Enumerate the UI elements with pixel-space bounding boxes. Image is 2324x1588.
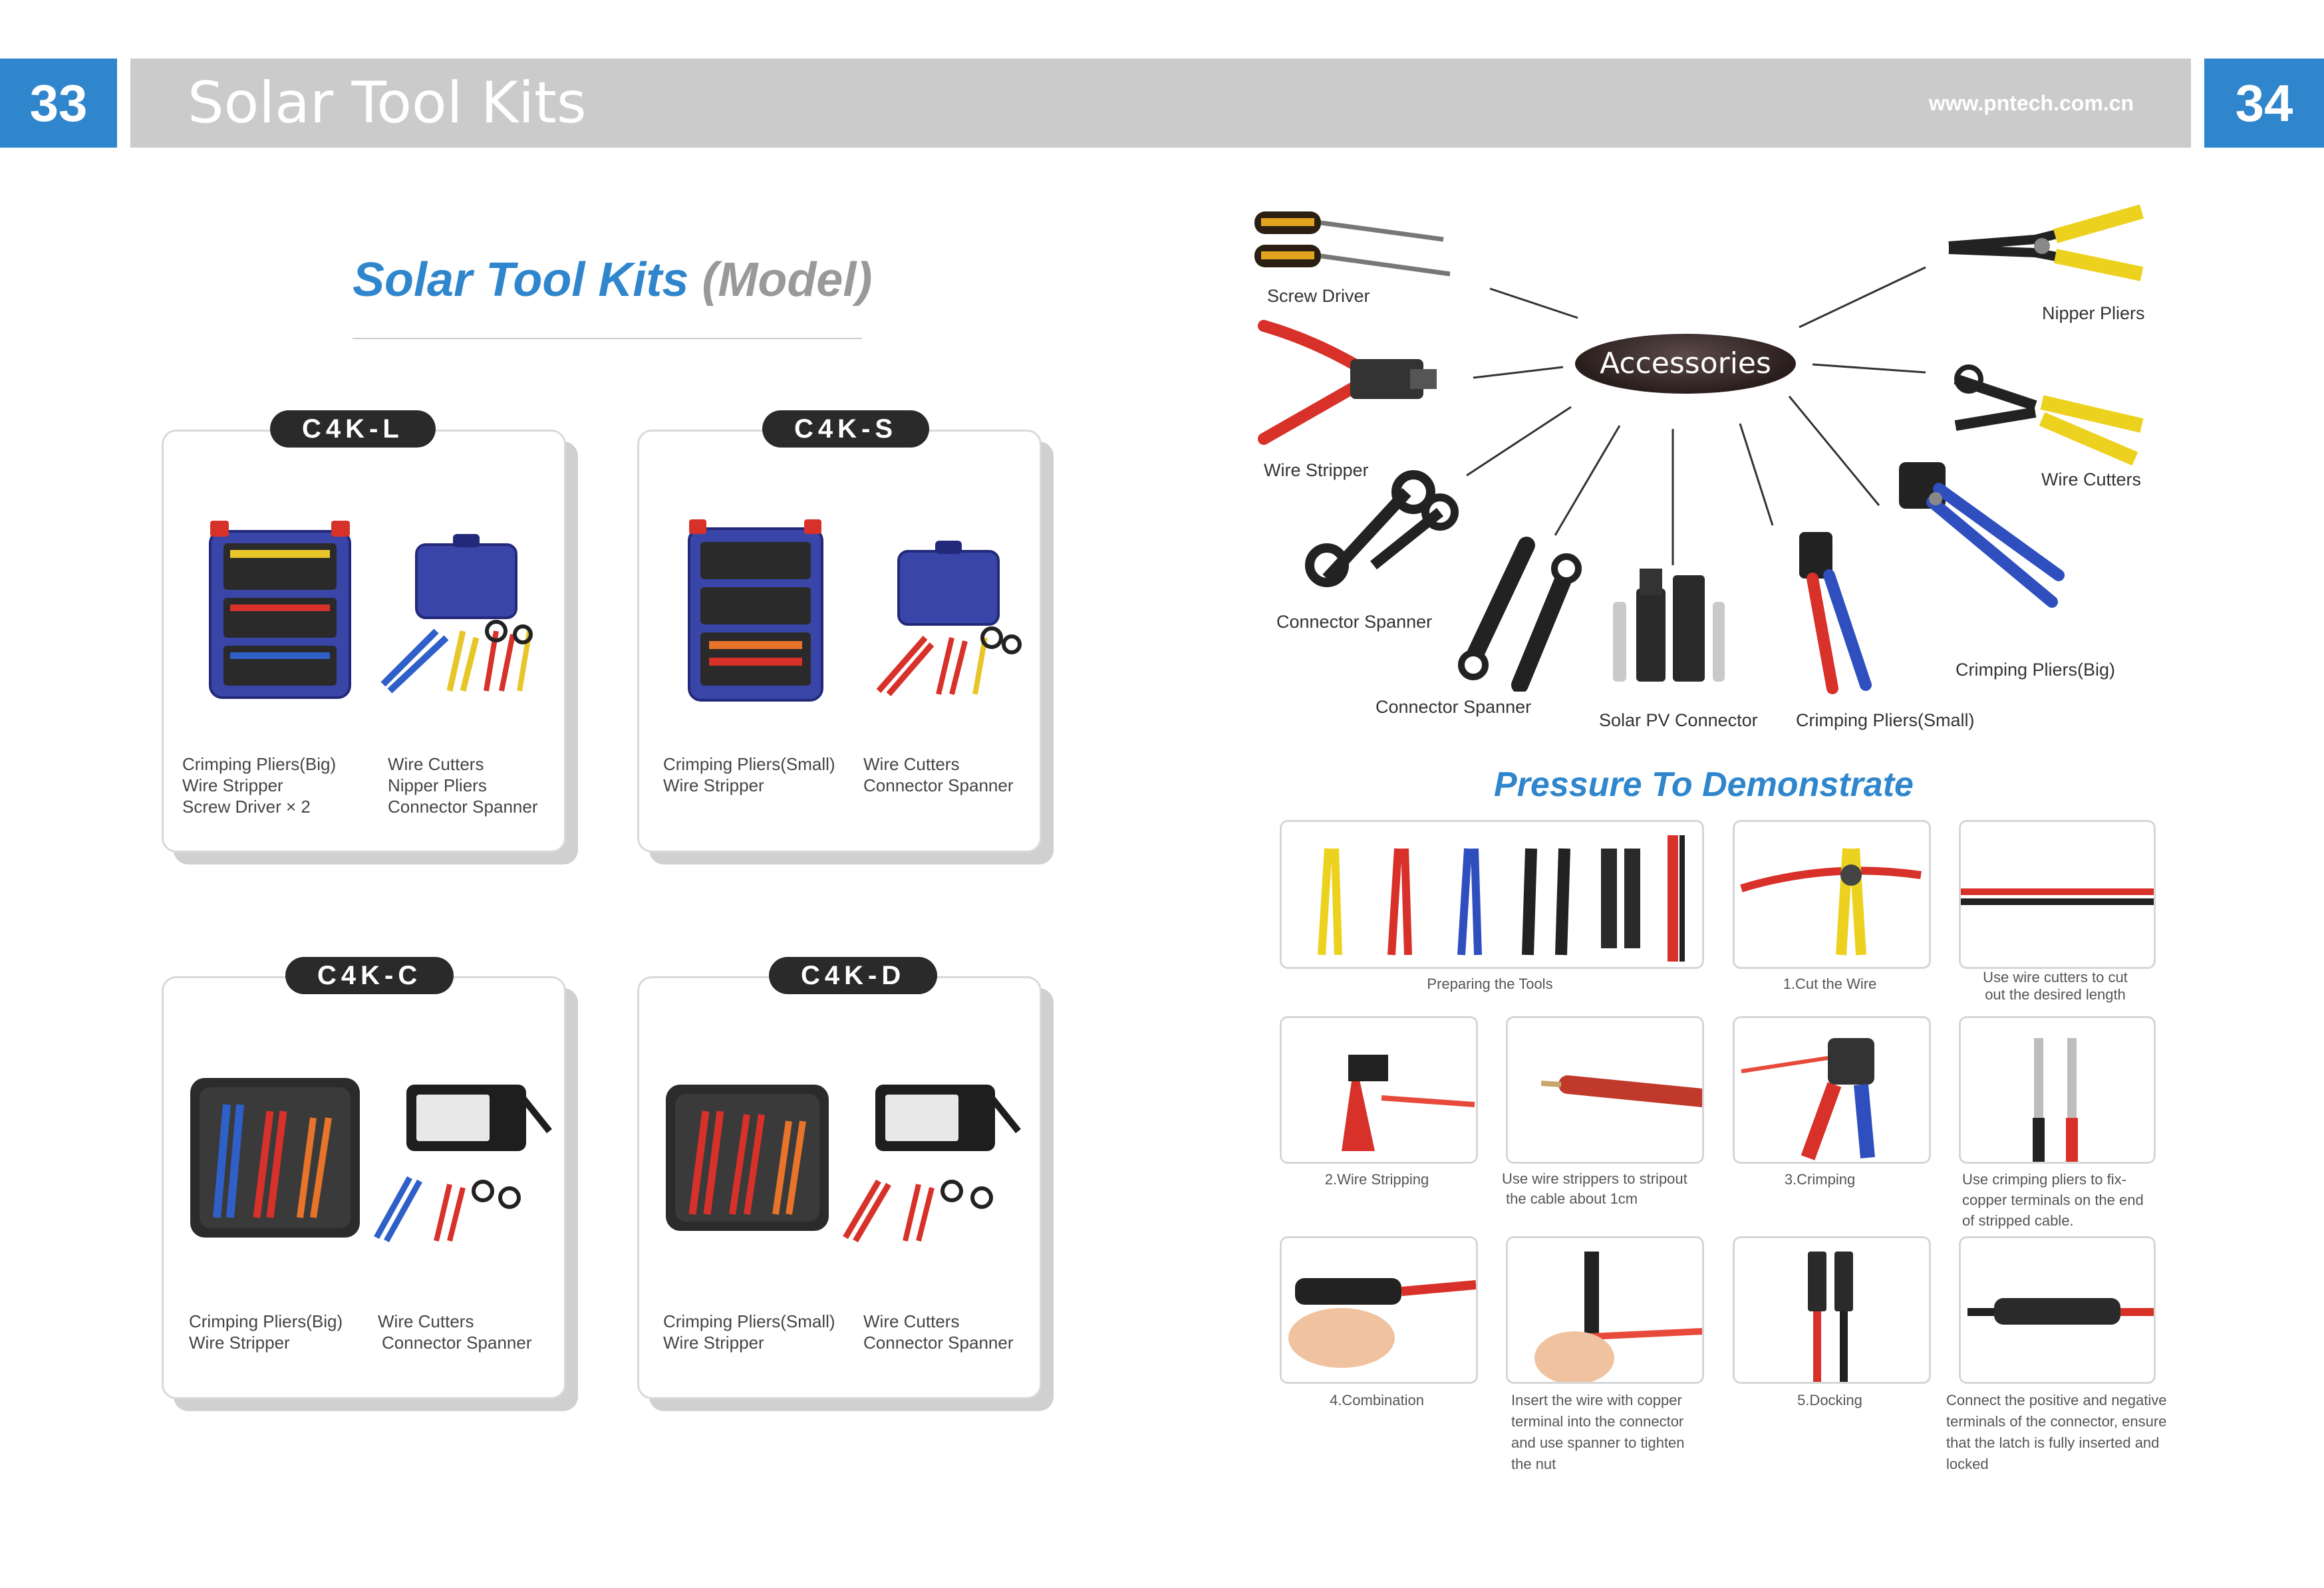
tool-label-solar-pv-connector: Solar PV Connector <box>1599 710 1758 730</box>
kit-item: Crimping Pliers(Big) <box>189 1311 343 1331</box>
kit-item: Wire Cutters <box>863 1311 960 1331</box>
kit-item: Wire Stripper <box>663 775 764 795</box>
tool-label-screw-driver: Screw Driver <box>1267 286 1370 306</box>
crimping-image <box>1735 1018 1929 1162</box>
connect-locked-image <box>1961 1238 2154 1382</box>
kit-item: Wire Stripper <box>182 775 283 795</box>
solar-pv-connector-icon <box>1606 562 1739 688</box>
tool-label-wire-cutters: Wire Cutters <box>2041 469 2142 489</box>
kit-item: Wire Cutters <box>388 754 484 774</box>
step-docking <box>1733 1236 1931 1384</box>
cut-wire-image <box>1735 822 1929 967</box>
kit-photo <box>177 1058 556 1257</box>
kit-code-badge: C4K-L <box>270 410 436 448</box>
caption-combination: 4.Combination <box>1330 1392 1424 1408</box>
caption-line: of stripped cable. <box>1962 1212 2074 1229</box>
caption-line: terminal into the connector <box>1511 1413 1684 1430</box>
kit-card-c4k-d <box>637 961 1042 1399</box>
page-number-right: 34 <box>2204 59 2324 148</box>
caption-line: copper terminals on the end <box>1962 1192 2144 1208</box>
kit-item: Wire Stripper <box>663 1333 764 1353</box>
cut-length-image <box>1961 822 2154 967</box>
tool-label-nipper-pliers: Nipper Pliers <box>2042 303 2145 323</box>
kit-card-c4k-c <box>162 961 566 1399</box>
caption-line: Connect the positive and negative <box>1946 1392 2167 1408</box>
caption-copper-terminals <box>1962 1169 2162 1231</box>
caption-line: out the desired length <box>1985 986 2126 1003</box>
step-preparing-tools <box>1280 820 1704 969</box>
kit-item: Crimping Pliers(Small) <box>663 1311 835 1331</box>
kit-contents-col1 <box>663 1311 835 1353</box>
kit-code-badge: C4K-D <box>769 957 937 994</box>
kit-item: Nipper Pliers <box>388 775 487 795</box>
models-heading-main: Solar Tool Kits <box>353 253 689 307</box>
kit-item: Connector Spanner <box>863 1333 1014 1353</box>
nipper-pliers-icon <box>1942 199 2155 286</box>
page-number-left: 33 <box>0 59 117 148</box>
caption-cut-length <box>1952 969 2158 1003</box>
caption-tighten-nut <box>1511 1390 1704 1475</box>
tool-label-wire-stripper: Wire Stripper <box>1264 460 1369 480</box>
kit-photo <box>653 1058 1032 1257</box>
caption-stripout <box>1502 1169 1708 1209</box>
tool-label-crimping-pliers-big: Crimping Pliers(Big) <box>1956 660 2116 680</box>
wire-stripper-icon <box>1250 313 1443 452</box>
docking-image <box>1735 1238 1929 1382</box>
kit-contents-col2 <box>863 1311 1013 1353</box>
caption-cut-wire: 1.Cut the Wire <box>1783 976 1877 992</box>
combination-image <box>1282 1238 1476 1382</box>
kit-code-badge: C4K-S <box>762 410 929 448</box>
kit-item: Crimping Pliers(Small) <box>663 754 835 774</box>
step-stripout <box>1506 1016 1704 1164</box>
kit-item: Connector Spanner <box>863 775 1014 795</box>
step-copper-terminals <box>1959 1016 2156 1164</box>
kit-item: Connector Spanner <box>388 797 538 817</box>
step-cut-wire <box>1733 820 1931 969</box>
caption-wire-stripping: 2.Wire Stripping <box>1324 1171 1429 1188</box>
caption-line: the nut <box>1511 1456 1556 1472</box>
kit-item: Screw Driver × 2 <box>182 797 311 817</box>
caption-line: terminals of the connector, ensure <box>1946 1413 2167 1430</box>
tool-label-crimping-pliers-small: Crimping Pliers(Small) <box>1796 710 1975 730</box>
screwdriver-icon <box>1250 199 1463 286</box>
crimping-pliers-small-icon <box>1786 525 1892 698</box>
caption-line: Use wire strippers to stripout <box>1502 1170 1687 1187</box>
models-heading-sub: (Model) <box>702 253 873 307</box>
connector-spanner-icon <box>1300 465 1467 592</box>
connector-spanner-2-icon <box>1453 525 1593 692</box>
copper-terminals-image <box>1961 1018 2154 1162</box>
accessories-hub: Accessories <box>1575 334 1796 394</box>
page-title: Solar Tool Kits <box>188 70 587 136</box>
step-tighten-nut <box>1506 1236 1704 1384</box>
website-url[interactable]: www.pntech.com.cn <box>1928 91 2134 115</box>
demo-heading: Pressure To Demonstrate <box>1494 765 1914 804</box>
step-cut-length <box>1959 820 2156 969</box>
caption-preparing-tools: Preparing the Tools <box>1427 976 1553 992</box>
kit-item: Wire Cutters <box>378 1311 474 1331</box>
tools-lineup-image <box>1282 822 1702 967</box>
step-combination <box>1280 1236 1478 1384</box>
caption-line: and use spanner to tighten <box>1511 1434 1685 1451</box>
tool-label-connector-spanner-1: Connector Spanner <box>1276 612 1433 632</box>
kit-contents-col1 <box>189 1311 343 1353</box>
caption-line: Use crimping pliers to fix- <box>1962 1171 2126 1188</box>
kit-item: Connector Spanner <box>382 1333 532 1353</box>
caption-docking: 5.Docking <box>1797 1392 1862 1408</box>
step-crimping <box>1733 1016 1931 1164</box>
caption-connect-locked <box>1946 1390 2179 1475</box>
crimping-pliers-big-icon <box>1886 449 2072 648</box>
tool-label-connector-spanner-2: Connector Spanner <box>1376 697 1532 717</box>
caption-line: that the latch is fully inserted and <box>1946 1434 2160 1451</box>
caption-line: Use wire cutters to cut <box>1983 969 2128 986</box>
step-wire-stripping <box>1280 1016 1478 1164</box>
caption-crimping: 3.Crimping <box>1784 1171 1856 1188</box>
kit-item: Wire Stripper <box>189 1333 290 1353</box>
kit-item: Crimping Pliers(Big) <box>182 754 337 774</box>
kit-code-badge: C4K-C <box>285 957 454 994</box>
kit-contents-col2 <box>378 1311 531 1353</box>
step-connect-locked <box>1959 1236 2156 1384</box>
caption-line: the cable about 1cm <box>1506 1190 1638 1207</box>
caption-line: locked <box>1946 1456 1989 1472</box>
tighten-nut-image <box>1508 1238 1702 1382</box>
kit-item: Wire Cutters <box>863 754 960 774</box>
stripout-image <box>1508 1018 1702 1162</box>
wire-stripping-image <box>1282 1018 1476 1162</box>
caption-line: Insert the wire with copper <box>1511 1392 1682 1408</box>
